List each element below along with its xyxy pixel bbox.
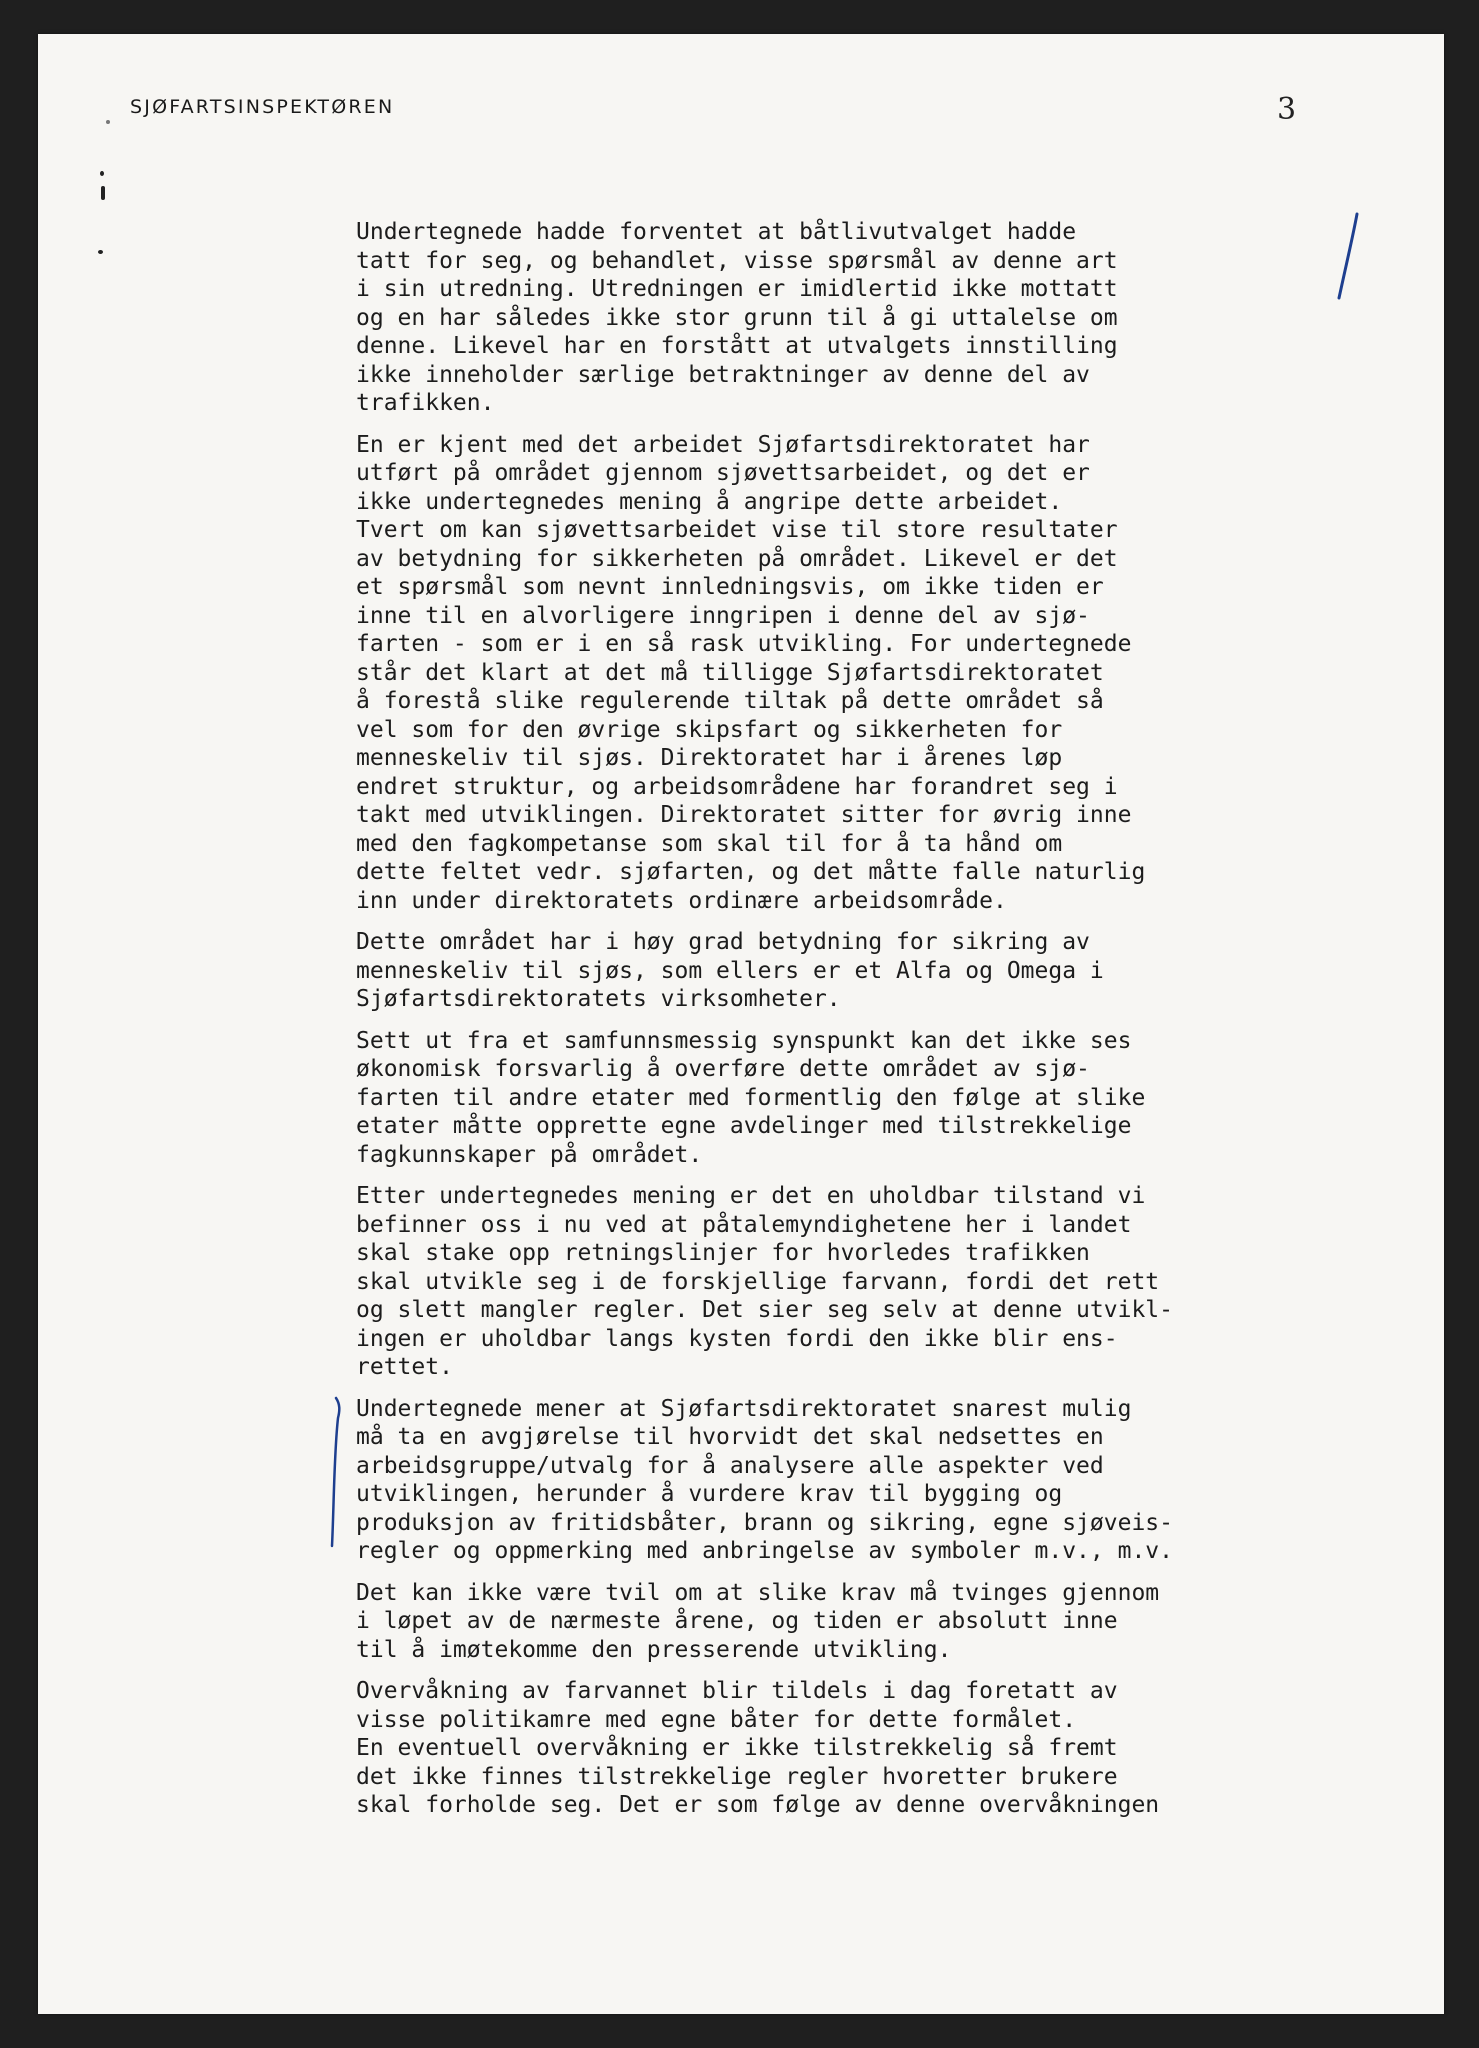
text-line: står det klart at det må tilligge Sjøfartsdirektoratet [356, 659, 1104, 686]
text-line: Overvåkning av farvannet blir tildels i dag foretatt av [356, 1678, 1118, 1704]
text-line: til å imøtekomme den presserende utvikling. [356, 1636, 952, 1663]
text-line: Undertegnede mener at Sjøfartsdirektoratet snarest mulig [356, 1395, 1132, 1422]
text-line: skal utvikle seg i de forskjellige farvann, fordi det rett [356, 1268, 1160, 1295]
text-line: ingen er uholdbar langs kysten fordi den ikke blir ens- [356, 1325, 1118, 1352]
text-line: Tvert om kan sjøvettsarbeidet vise til store resultater [356, 517, 1118, 543]
text-line: En er kjent med det arbeidet Sjøfartsdirektoratet har [356, 431, 1090, 458]
text-line: farten til andre etater med formentlig den følge at slike [356, 1084, 1146, 1111]
text-line: økonomisk forsvarlig å overføre dette området av sjø- [356, 1056, 1090, 1082]
margin-mark [98, 250, 103, 254]
text-line: etater måtte opprette egne avdelinger med tilstrekkelige [356, 1113, 1132, 1139]
text-line: menneskeliv til sjøs, som ellers er et Alfa og Omega i [356, 957, 1104, 984]
text-line: takt med utviklingen. Direktoratet sitter for øvrig inne [356, 802, 1132, 828]
text-line: inn under direktoratets ordinære arbeidsområde. [356, 887, 1007, 914]
text-line: tatt for seg, og behandlet, visse spørsmål av denne art [356, 247, 1118, 274]
text-line: ikke undertegnedes mening å angripe dette arbeidet. [356, 488, 1063, 515]
text-line: denne. Likevel har en forstått at utvalgets innstilling [356, 333, 1118, 359]
pen-bracket-icon [326, 1394, 350, 1554]
paragraph [356, 1579, 1416, 1665]
text-line: menneskeliv til sjøs. Direktoratet har i årenes løp [356, 745, 1063, 771]
text-line: Dette området har i høy grad betydning for sikring av [356, 929, 1090, 955]
text-line: med den fagkompetanse som skal til for å ta hånd om [356, 830, 1063, 857]
text-line: regler og oppmerking med anbringelse av symboler m.v., m.v. [356, 1538, 1173, 1564]
paragraph [356, 431, 1416, 916]
paragraph [356, 218, 1416, 418]
paragraph [356, 1027, 1416, 1170]
text-line: inne til en alvorligere inngripen i denne del av sjø- [356, 602, 1090, 629]
letterhead: SJØFARTSINSPEKTØREN [130, 96, 395, 118]
text-line: vel som for den øvrige skipsfart og sikkerheten for [356, 716, 1063, 743]
paragraph [356, 928, 1416, 1014]
margin-mark [100, 171, 104, 176]
text-line: Sjøfartsdirektoratets virksomheter. [356, 986, 841, 1012]
text-line: utført på området gjennom sjøvettsarbeidet, og det er [356, 460, 1090, 486]
paragraph [356, 1677, 1416, 1820]
text-line: et spørsmål som nevnt innledningsvis, om ikke tiden er [356, 574, 1104, 600]
text-line: rettet. [356, 1354, 453, 1380]
text-line: å forestå slike regulerende tiltak på dette området så [356, 688, 1104, 714]
text-line: Etter undertegnedes mening er det en uholdbar tilstand vi [356, 1183, 1146, 1209]
text-line: utviklingen, herunder å vurdere krav til bygging og [356, 1481, 1063, 1507]
text-line: av betydning for sikkerheten på området. Likevel er det [356, 545, 1118, 572]
text-line: endret struktur, og arbeidsområdene har forandret seg i [356, 773, 1118, 800]
text-line: og slett mangler regler. Det sier seg selv at denne utvikl- [356, 1297, 1173, 1323]
text-line: Det kan ikke være tvil om at slike krav må tvinges gjennom [356, 1579, 1160, 1606]
text-line: Undertegnede hadde forventet at båtlivutvalget hadde [356, 219, 1077, 245]
text-line: skal stake opp retningslinjer for hvorledes trafikken [356, 1240, 1090, 1266]
text-line: i sin utredning. Utredningen er imidlertid ikke mottatt [356, 276, 1118, 302]
text-line: En eventuell overvåkning er ikke tilstrekkelig så fremt [356, 1735, 1118, 1761]
margin-mark [106, 120, 110, 124]
document-page [38, 34, 1444, 2014]
text-line: farten - som er i en så rask utvikling. For undertegnede [356, 631, 1132, 657]
text-line: i løpet av de nærmeste årene, og tiden er absolutt inne [356, 1608, 1118, 1634]
text-line: ikke inneholder særlige betraktninger av denne del av [356, 361, 1090, 388]
text-line: Sett ut fra et samfunnsmessig synspunkt kan det ikke ses [356, 1027, 1132, 1054]
text-line: skal forholde seg. Det er som følge av denne overvåkningen [356, 1792, 1160, 1818]
page-number: 3 [1277, 92, 1297, 127]
text-line: og en har således ikke stor grunn til å gi uttalelse om [356, 304, 1118, 331]
text-line: trafikken. [356, 390, 495, 416]
margin-mark [101, 186, 105, 200]
text-line: det ikke finnes tilstrekkelige regler hvoretter brukere [356, 1763, 1118, 1790]
text-line: produksjon av fritidsbåter, brann og sikring, egne sjøveis- [356, 1509, 1173, 1536]
text-line: må ta en avgjørelse til hvorvidt det skal nedsettes en [356, 1424, 1104, 1450]
text-line: visse politikamre med egne båter for dette formålet. [356, 1706, 1077, 1733]
paragraph [356, 1395, 1416, 1566]
text-line: arbeidsgruppe/utvalg for å analysere alle aspekter ved [356, 1452, 1104, 1479]
text-line: befinner oss i nu ved at påtalemyndighetene her i landet [356, 1211, 1132, 1238]
text-line: fagkunnskaper på området. [356, 1141, 703, 1168]
letter-body [356, 218, 1416, 1833]
paragraph [356, 1182, 1416, 1382]
text-line: dette feltet vedr. sjøfarten, og det måtte falle naturlig [356, 859, 1146, 885]
